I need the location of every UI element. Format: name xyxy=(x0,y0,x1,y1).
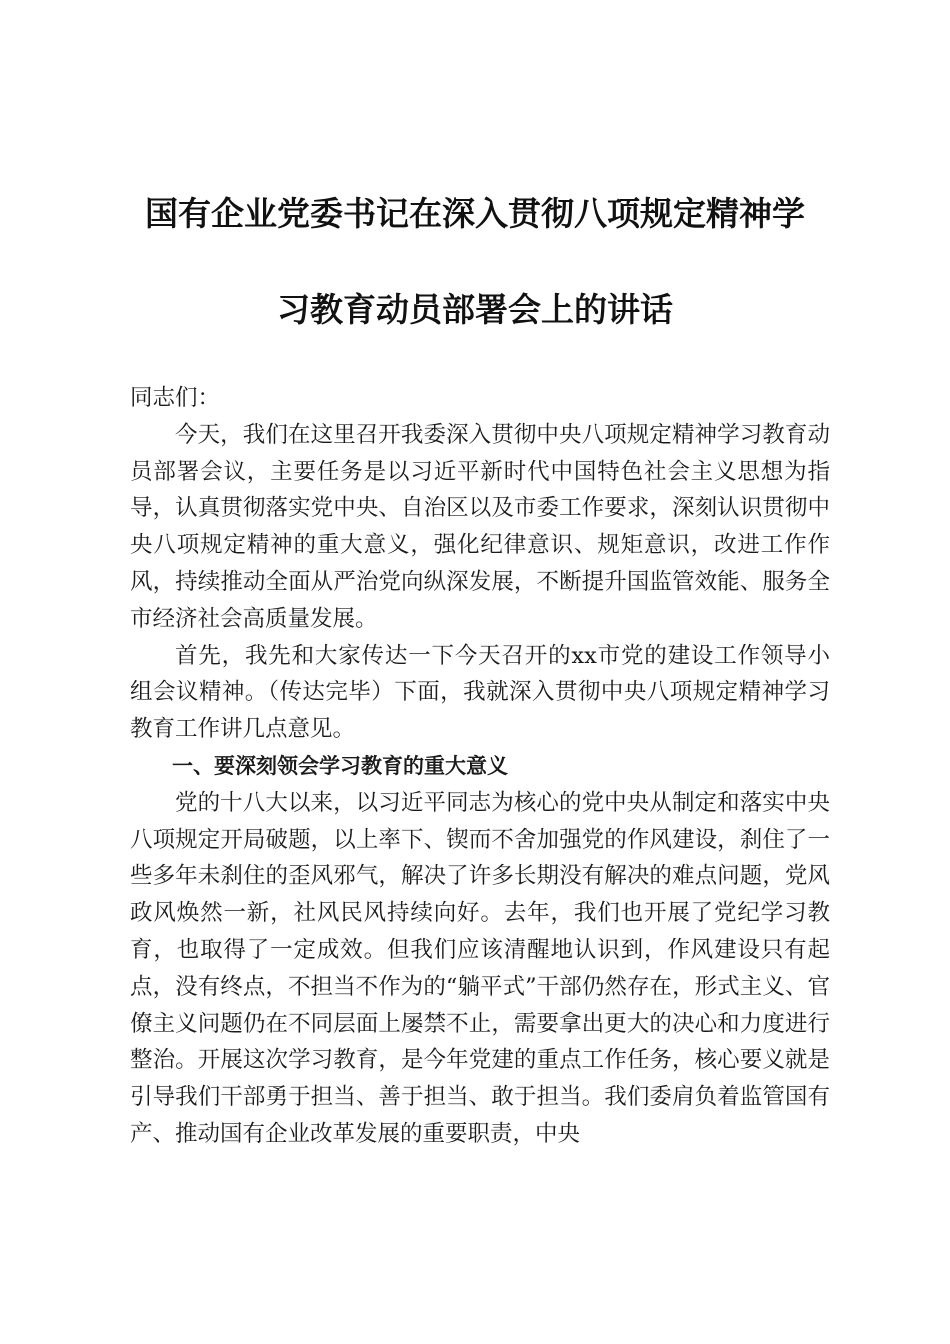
document-body xyxy=(130,380,830,1153)
document-title-line-1: 国有企业党委书记在深入贯彻八项规定精神学 xyxy=(145,194,805,233)
paragraph-section-1: 党的十八大以来，以习近平同志为核心的党中央从制定和落实中央八项规定开局破题，以上率下、锲而不舍加强党的作风建设，刹住了一些多年未刹住的歪风邪气，解决了许多长期没有解决的难点问题，党风政风焕然一新，社风民风持续向好。去年，我们也开展了党纪学习教育，也取得了一定成效。但我们应该清醒地认识到，作风建设只有起点，没有终点，不担当不作为的“躺平式”干部仍然存在，形式主义、官僚主义问题仍在不同层面上屡禁不止，需要拿出更大的决心和力度进行整治。开展这次学习教育，是今年党建的重点工作任务，核心要义就是引导我们干部勇于担当、善于担当、敢于担当。我们委肩负着监管国有产、推动国有企业改革发展的重要职责，中央 xyxy=(130,789,830,1147)
paragraph-opening: 今天，我们在这里召开我委深入贯彻中央八项规定精神学习教育动员部署会议，主要任务是以习近平新时代中国特色社会主义思想为指导，认真贯彻落实党中央、自治区以及市委工作要求，深刻认识贯彻中央八项规定精神的重大意义，强化纪律意识、规矩意识，改进工作作风，持续推动全面从严治党向纵深发展，不断提升国监管效能、服务全市经济社会高质量发展。 xyxy=(130,421,830,632)
salutation: 同志们： xyxy=(130,385,221,411)
section-heading: 一、要深刻领会学习教育的重大意义 xyxy=(172,753,508,778)
document-title-line-2: 习教育动员部署会上的讲话 xyxy=(277,290,673,329)
paragraph-transmission: 首先，我先和大家传达一下今天召开的xx市党的建设工作领导小组会议精神。（传达完毕）下面，我就深入贯彻中央八项规定精神学习教育工作讲几点意见。 xyxy=(130,642,830,743)
